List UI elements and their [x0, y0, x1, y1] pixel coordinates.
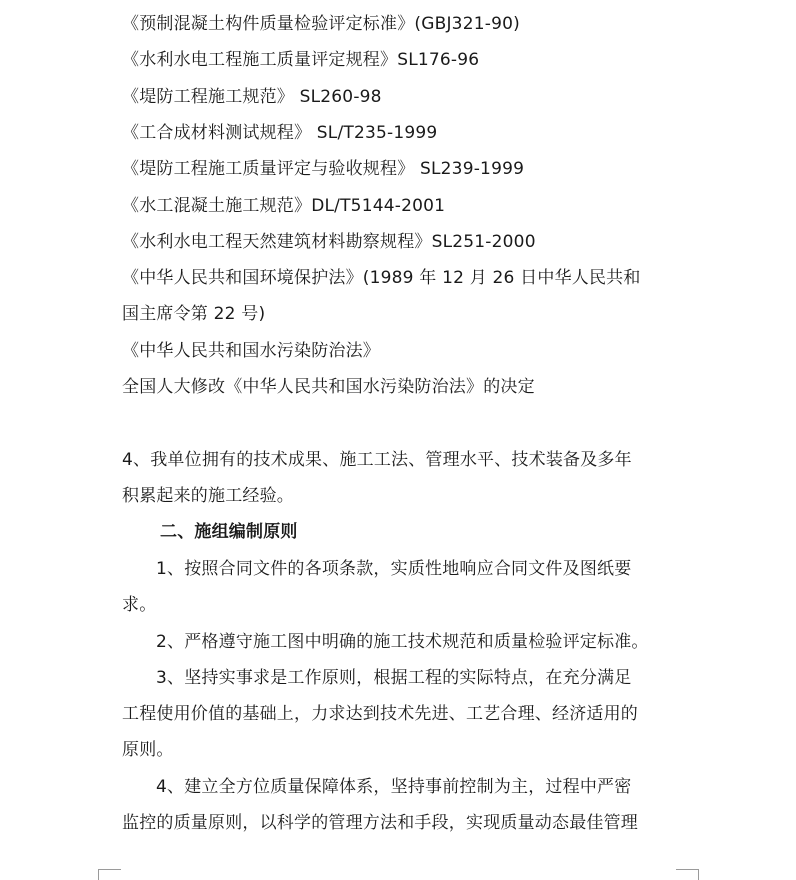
principle-3-line: 工程使用价值的基础上，力求达到技术先进、工艺合理、经济适用的	[122, 704, 638, 724]
standard-item: 《中华人民共和国环境保护法》(1989 年 12 月 26 日中华人民共和	[122, 268, 641, 288]
page-corner-mark-right	[676, 869, 699, 880]
principle-3-line: 3、坚持实事求是工作原则，根据工程的实际特点，在充分满足	[156, 668, 632, 688]
principle-4-line: 4、建立全方位质量保障体系，坚持事前控制为主，过程中严密	[156, 777, 632, 797]
standard-item: 全国人大修改《中华人民共和国水污染防治法》的决定	[122, 377, 535, 397]
standard-item: 《堤防工程施工规范》 SL260-98	[122, 87, 382, 107]
section-heading: 二、施组编制原则	[160, 522, 298, 542]
item4-paragraph-line: 积累起来的施工经验。	[122, 486, 294, 506]
principle-2-line: 2、严格遵守施工图中明确的施工技术规范和质量检验评定标准。	[156, 632, 649, 652]
item4-paragraph-line: 4、我单位拥有的技术成果、施工工法、管理水平、技术装备及多年	[122, 450, 632, 470]
page-corner-mark-left	[98, 869, 121, 880]
standard-item: 《水利水电工程施工质量评定规程》SL176-96	[122, 50, 480, 70]
principle-1-line: 1、按照合同文件的各项条款，实质性地响应合同文件及图纸要	[156, 559, 632, 579]
principle-4-line: 监控的质量原则，以科学的管理方法和手段，实现质量动态最佳管理	[122, 813, 638, 833]
standard-item: 《预制混凝土构件质量检验评定标准》(GBJ321-90)	[122, 14, 520, 34]
principle-3-line: 原则。	[122, 740, 174, 760]
standard-item: 《堤防工程施工质量评定与验收规程》 SL239-1999	[122, 159, 525, 179]
principle-1-line: 求。	[122, 595, 157, 615]
standard-item: 《水工混凝土施工规范》DL/T5144-2001	[122, 196, 446, 216]
standard-item: 《中华人民共和国水污染防治法》	[122, 341, 380, 361]
standard-item: 《水利水电工程天然建筑材料勘察规程》SL251-2000	[122, 232, 536, 252]
standard-item-continued: 国主席令第 22 号)	[122, 304, 266, 324]
standard-item: 《工合成材料测试规程》 SL/T235-1999	[122, 123, 438, 143]
